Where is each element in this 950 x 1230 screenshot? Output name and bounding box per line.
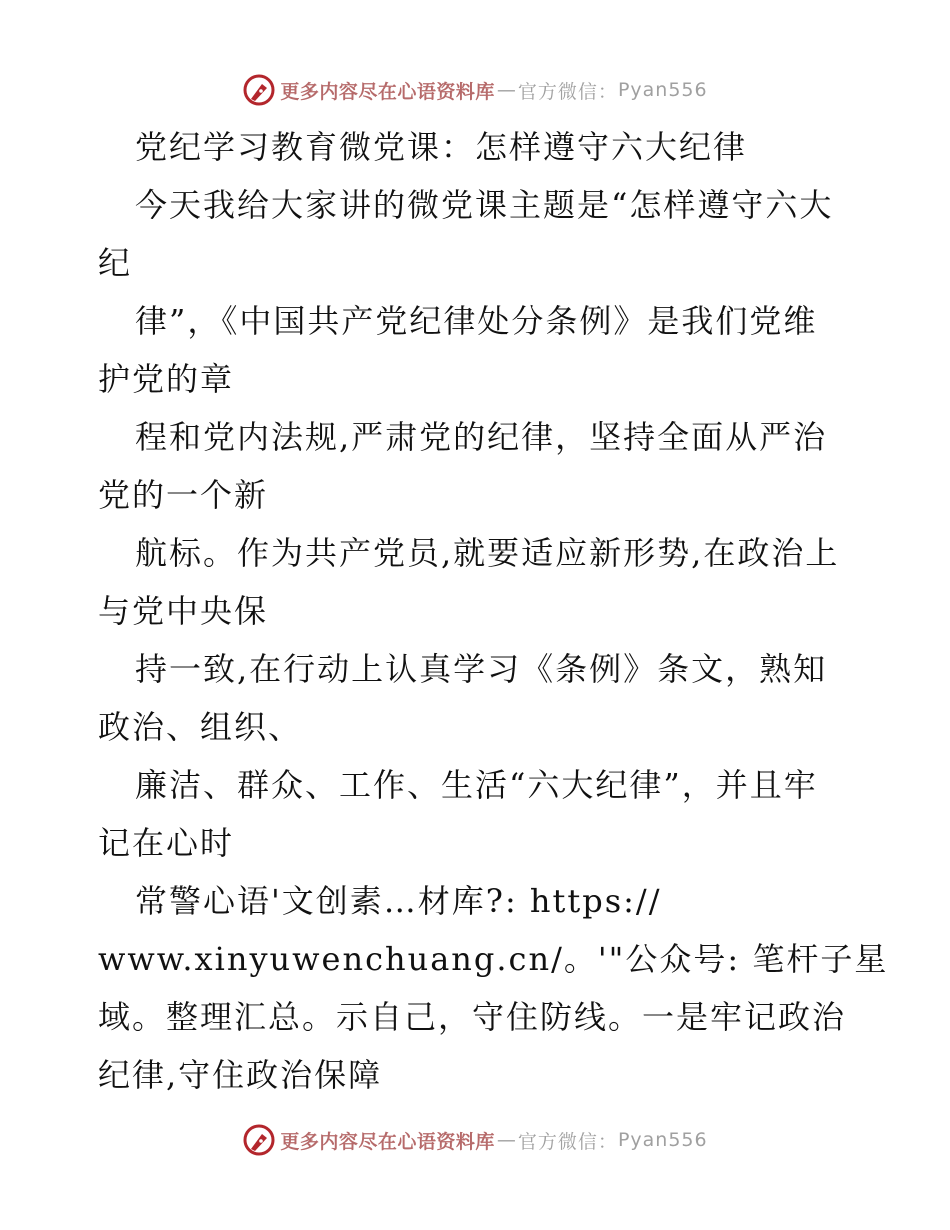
brand-text: 更多内容尽在心语资料库 bbox=[280, 1130, 495, 1153]
brand-text: 更多内容尽在心语资料库 bbox=[280, 80, 495, 103]
header-watermark bbox=[0, 70, 950, 110]
pen-nib-logo-icon bbox=[242, 73, 276, 107]
text-line: 持一致,在行动上认真学习《条例》条文，熟知 bbox=[135, 650, 828, 688]
text-line: www.xinyuwenchuang.cn/。'"公众号: 笔杆子星 bbox=[98, 940, 889, 978]
text-line: 记在心时 bbox=[98, 824, 235, 862]
text-line: 党的一个新 bbox=[98, 476, 269, 514]
text-line: 程和党内法规,严肃党的纪律，坚持全面从严治 bbox=[135, 418, 828, 456]
separator: — bbox=[496, 1129, 516, 1151]
text-line: 纪律,守住政治保障 bbox=[98, 1056, 383, 1094]
document-title: 党纪学习教育微党课：怎样遵守六大纪律 bbox=[135, 128, 748, 166]
text-line: 今天我给大家讲的微党课主题是“怎样遵守六大 bbox=[135, 186, 834, 224]
wechat-label: 官方微信： bbox=[517, 1130, 618, 1153]
text-line: 与党中央保 bbox=[98, 592, 269, 630]
text-line: 律”，《中国共产党纪律处分条例》是我们党维 bbox=[135, 302, 818, 340]
text-line: 纪 bbox=[98, 244, 133, 282]
footer-watermark bbox=[0, 1120, 950, 1160]
text-line: 护党的章 bbox=[98, 360, 235, 398]
text-line: 政治、组织、 bbox=[98, 708, 303, 746]
text-line: 域。整理汇总。示自己，守住防线。一是牢记政治 bbox=[98, 998, 847, 1036]
wechat-label: 官方微信： bbox=[517, 80, 618, 103]
document-body bbox=[98, 118, 889, 1104]
wechat-id: Pyan556 bbox=[617, 79, 708, 101]
text-line: 常警心语'文创素…材库?: https:// bbox=[135, 882, 662, 920]
separator: — bbox=[496, 79, 516, 101]
wechat-id: Pyan556 bbox=[617, 1129, 708, 1151]
text-line: 廉洁、群众、工作、生活“六大纪律”，并且牢 bbox=[135, 766, 818, 804]
text-line: 航标。作为共产党员,就要适应新形势,在政治上 bbox=[135, 534, 840, 572]
pen-nib-logo-icon bbox=[242, 1123, 276, 1157]
